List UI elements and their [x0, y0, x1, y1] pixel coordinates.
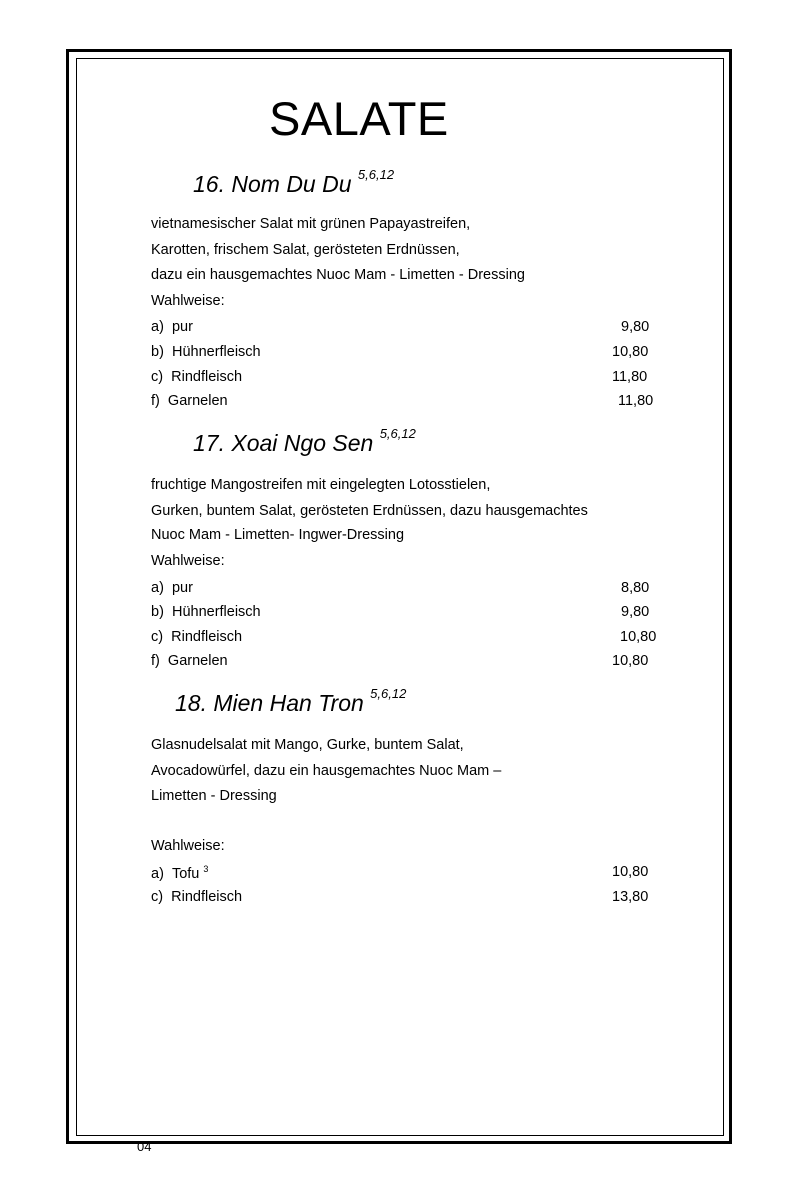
option-letter: b)	[151, 344, 164, 360]
dish-allergens: 5,6,12	[370, 686, 407, 702]
dish-description-line: fruchtige Mangostreifen mit eingelegten Lotosstielen,	[151, 477, 491, 493]
option-name: Hühnerfleisch	[171, 604, 261, 620]
dish-description-line: Nuoc Mam - Limetten- Ingwer-Dressing	[151, 527, 405, 543]
option-price: 11,80	[618, 393, 654, 409]
option-price: 10,80	[612, 344, 649, 360]
dish-description-line: Limetten - Dressing	[151, 788, 277, 804]
option-name: pur	[171, 319, 193, 335]
dish-name: 18. Mien Han Tron	[175, 690, 364, 716]
dish-allergens: 5,6,12	[379, 426, 416, 442]
dish-heading-18	[175, 686, 407, 717]
page-number: 04	[137, 1139, 152, 1154]
option-row	[151, 889, 242, 905]
dish-name: 17. Xoai Ngo Sen	[193, 430, 374, 456]
option-name: Garnelen	[167, 653, 228, 669]
option-name: Rindfleisch	[171, 889, 243, 905]
option-row	[151, 604, 261, 620]
dish-description-line: dazu ein hausgemachtes Nuoc Mam - Limetten - Dressing	[151, 267, 525, 283]
option-allergen: 3	[203, 864, 209, 874]
dish-description-line: Avocadowürfel, dazu ein hausgemachtes Nuoc Mam –	[151, 763, 502, 779]
option-row	[151, 344, 261, 360]
option-row	[151, 580, 193, 596]
option-price: 9,80	[621, 604, 650, 620]
option-letter: a)	[151, 319, 164, 335]
option-letter: f)	[151, 393, 160, 409]
choice-label: Wahlweise:	[151, 293, 225, 309]
dish-description-line: Glasnudelsalat mit Mango, Gurke, buntem Salat,	[151, 737, 464, 753]
option-price: 10,80	[612, 864, 649, 880]
option-name: Garnelen	[167, 393, 228, 409]
dish-allergens: 5,6,12	[357, 167, 395, 183]
dish-description-line: Karotten, frischem Salat, gerösteten Erdnüssen,	[151, 242, 460, 258]
dish-name: 16. Nom Du Du	[193, 171, 352, 197]
choice-label: Wahlweise:	[151, 553, 225, 569]
option-row	[151, 393, 228, 409]
option-letter: c)	[151, 369, 164, 385]
page-title: SALATE	[269, 92, 449, 145]
option-letter: c)	[151, 889, 164, 905]
option-row	[151, 629, 242, 645]
option-price: 10,80	[612, 653, 649, 669]
option-price: 11,80	[612, 369, 648, 385]
dish-heading-17	[193, 426, 416, 457]
dish-description-line: vietnamesischer Salat mit grünen Papayastreifen,	[151, 216, 471, 232]
option-row	[151, 864, 208, 882]
option-price: 8,80	[621, 580, 650, 596]
option-letter: a)	[151, 865, 164, 882]
dish-heading-16	[193, 167, 395, 198]
choice-label: Wahlweise:	[151, 838, 225, 854]
option-name: Rindfleisch	[171, 629, 243, 645]
option-letter: a)	[151, 580, 164, 596]
option-letter: f)	[151, 653, 160, 669]
dish-description-line: Gurken, buntem Salat, gerösteten Erdnüssen, dazu hausgemachtes	[151, 503, 588, 519]
option-row	[151, 369, 242, 385]
option-row	[151, 319, 193, 335]
option-name: Rindfleisch	[171, 369, 243, 385]
option-price: 9,80	[621, 319, 650, 335]
option-price: 13,80	[612, 889, 649, 905]
option-letter: c)	[151, 629, 164, 645]
option-row	[151, 653, 228, 669]
option-name: Hühnerfleisch	[171, 344, 261, 360]
option-name: Tofu	[171, 865, 200, 882]
option-price: 10,80	[620, 629, 657, 645]
option-letter: b)	[151, 604, 164, 620]
option-name: pur	[171, 580, 193, 596]
